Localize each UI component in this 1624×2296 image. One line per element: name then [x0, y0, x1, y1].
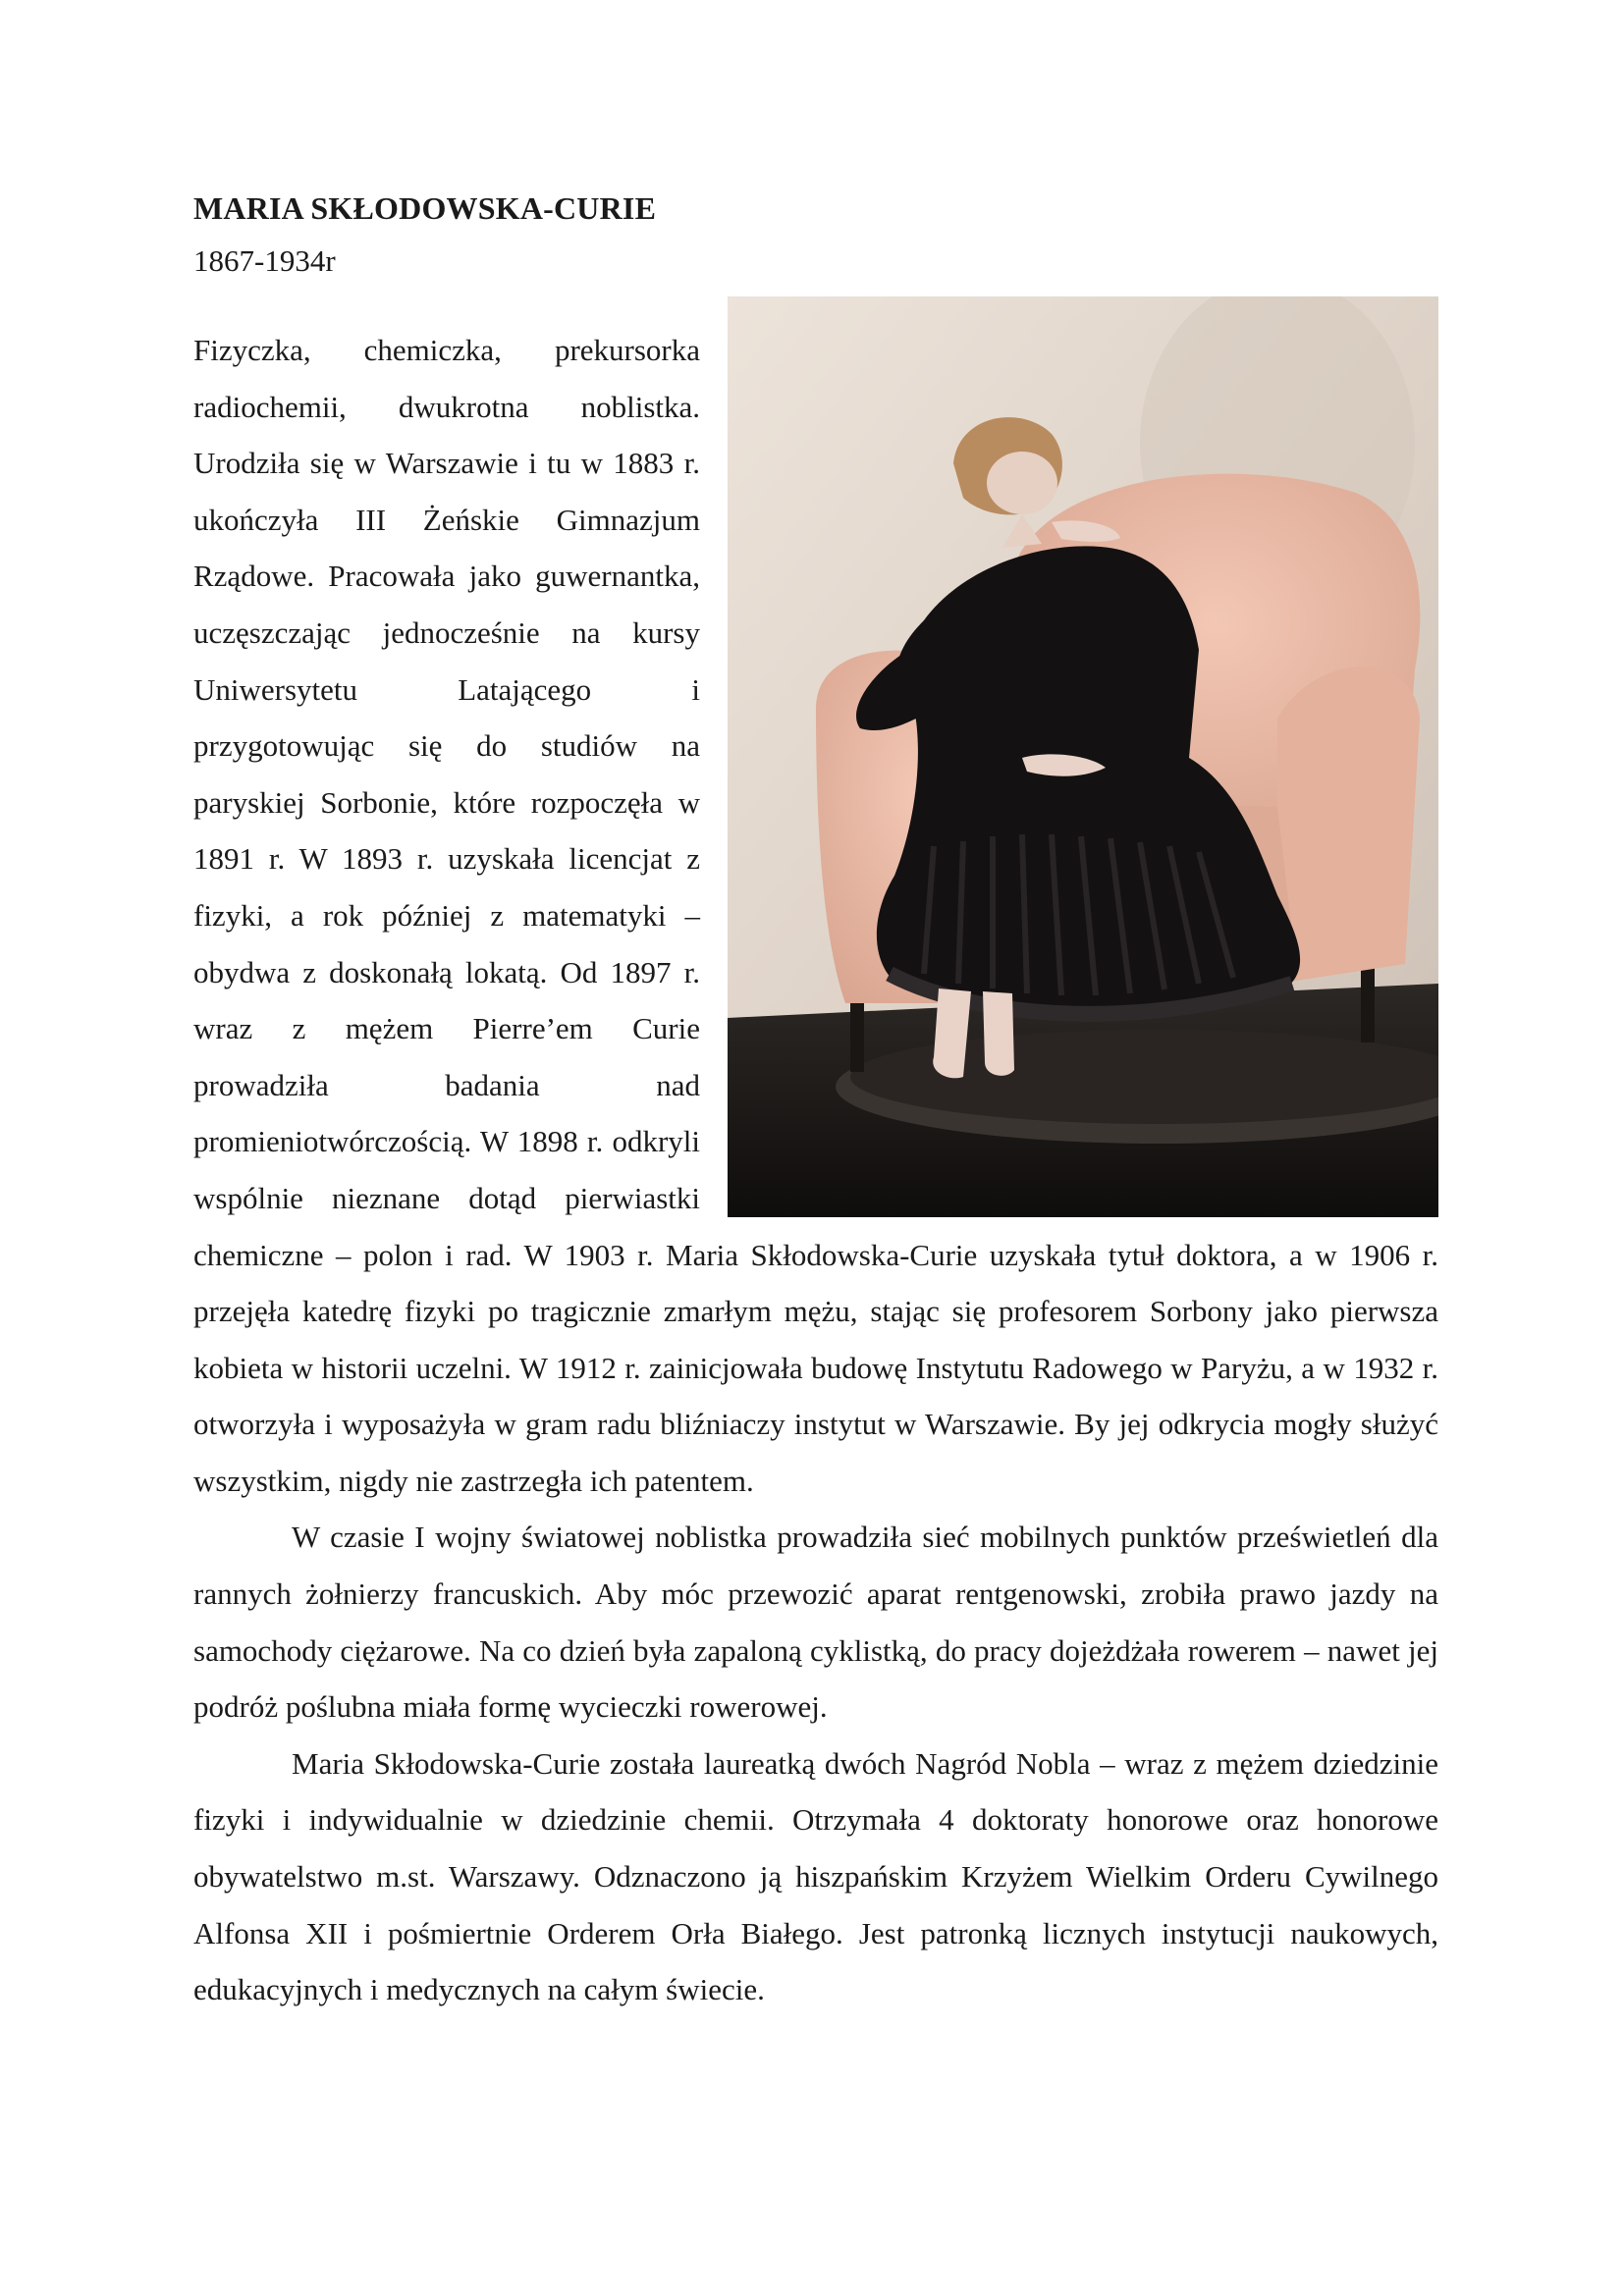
life-dates: 1867-1934r: [193, 243, 336, 278]
doll-in-armchair-illustration: [728, 296, 1438, 1217]
document-page: [193, 187, 1438, 2018]
doll-face: [987, 452, 1057, 514]
armchair-right-arm: [1277, 667, 1420, 985]
doll-photo: [728, 296, 1438, 1217]
paragraph-1: Fizyczka, chemiczka, prekursorka radiochemii, dwukrotna noblistka. Urodziła się w Warszawie i tu w 1883 r. ukończyła III Żeńskie Gimnazjum Rządowe. Pracowała jako guwernantka, uczęszczając jednocześnie na kursy Uniwersytetu Latającego i przygotowując się do studiów na paryskiej Sorbonie, które rozpoczęła w 1891 r. W 1893 r. uzyskała licencjat z fizyki, a rok później z matematyki – obydwa z doskonałą lokatą. Od 1897 r. wraz z mężem Pierre’em Curie prowadziła badania nad promieniotwórczością. W 1898 r. odkryli wspólnie nieznane dotąd pierwiastki chemiczne – polon i rad. W 1903 r. Maria Skłodowska-Curie uzyskała tytuł doktora, a w 1906 r. przejęła katedrę fizyki po tragicznie zmarłym mężu, stając się profesorem Sorbony jako pierwsza kobieta w historii uczelni. W 1912 r. zainicjowała budowę Instytutu Radowego w Paryżu, a w 1932 r. otworzyła i wyposażyła w gram radu bliźniaczy instytut w Warszawie. By jej odkrycia mogły służyć wszystkim, nigdy nie zastrzegła ich patentem.: [193, 333, 1438, 1498]
paragraph-2: W czasie I wojny światowej noblistka prowadziła sieć mobilnych punktów prześwietleń dla rannych żołnierzy francuskich. Aby móc przewozić aparat rentgenowski, zrobiła prawo jazdy na samochody ciężarowe. Na co dzień była zapaloną cyklistką, do pracy dojeżdżała rowerem – nawet jej podróż poślubna miała formę wycieczki rowerowej.: [193, 1520, 1438, 1725]
document-title: MARIA SKŁODOWSKA-CURIE: [193, 190, 657, 226]
paragraph-3: Maria Skłodowska-Curie została laureatką dwóch Nagród Nobla – wraz z mężem dziedzinie fizyki i indywidualnie w dziedzinie chemii. Otrzymała 4 doktoraty honorowe oraz honorowe obywatelstwo m.st. Warszawy. Odznaczono ją hiszpańskim Krzyżem Wielkim Orderu Cywilnego Alfonsa XII i pośmiertnie Orderem Orła Białego. Jest patronką licznych instytucji naukowych, edukacyjnych i medycznych na całym świecie.: [193, 1745, 1438, 2007]
doll-foot: [983, 991, 1014, 1076]
